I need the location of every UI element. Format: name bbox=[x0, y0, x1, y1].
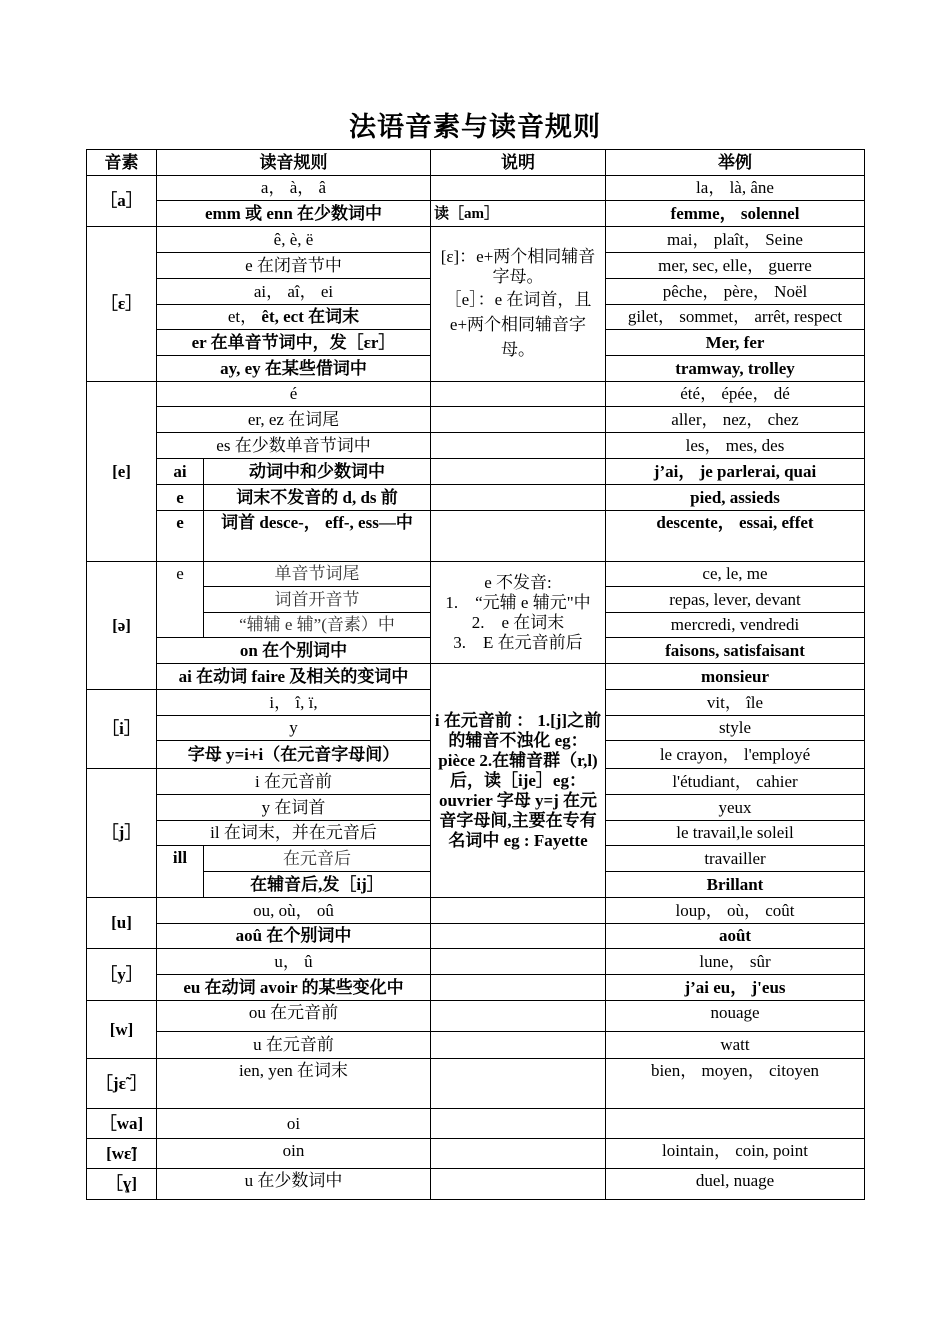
example-cell: pied, assieds bbox=[606, 485, 865, 511]
note-cell bbox=[431, 1001, 606, 1032]
phoneme-cell: [w] bbox=[87, 1001, 157, 1059]
example-cell: août bbox=[606, 924, 865, 949]
example-cell: j’ai eu， j'eus bbox=[606, 975, 865, 1001]
header-example: 举例 bbox=[606, 150, 865, 176]
example-cell: j’ai， je parlerai, quai bbox=[606, 459, 865, 485]
rule-cell: é bbox=[157, 382, 431, 407]
phoneme-cell: ［ɣ] bbox=[87, 1169, 157, 1200]
phoneme-cell: [ə] bbox=[87, 562, 157, 690]
table-row bbox=[87, 1169, 865, 1200]
note-cell bbox=[431, 898, 606, 924]
note-cell: i 在元音前 ： 1.[j]之前的辅音不浊化 eg：pièce 2.在辅音群（r,l)后，读［ije］eg：ouvrier 字母 y=j 在元音字母间,主要在专有名词中 eg : Fayette bbox=[431, 664, 606, 898]
example-cell: le crayon， l'employé bbox=[606, 741, 865, 769]
phoneme-cell: ［jɛ̃ ］ bbox=[87, 1059, 157, 1109]
table-row bbox=[87, 949, 865, 975]
header-row bbox=[87, 150, 865, 176]
table-row bbox=[87, 1109, 865, 1139]
rule-cell: 在元音后 bbox=[204, 846, 431, 872]
note-cell bbox=[431, 485, 606, 511]
example-cell: loup， où， coût bbox=[606, 898, 865, 924]
note-line: 1. “元辅 e 辅元"中 bbox=[445, 592, 591, 612]
table-row bbox=[87, 201, 865, 227]
rule-cell: i 在元音前 bbox=[157, 769, 431, 795]
rule-cell: il 在词末，并在元音后 bbox=[157, 821, 431, 846]
note-cell bbox=[431, 511, 606, 562]
phoneme-cell: ［i］ bbox=[87, 690, 157, 769]
example-cell: lointain， coin, point bbox=[606, 1139, 865, 1169]
table-row bbox=[87, 485, 865, 511]
example-cell: watt bbox=[606, 1032, 865, 1059]
note-cell bbox=[431, 1169, 606, 1200]
rule-cell: “辅辅 e 辅”(音素）中 bbox=[204, 613, 431, 638]
table-row bbox=[87, 1001, 865, 1032]
example-cell: la， là, âne bbox=[606, 176, 865, 201]
note-cell bbox=[431, 227, 606, 382]
rule-cell: er 在单音节词中，发［ɛr］ bbox=[157, 330, 431, 356]
header-note: 说明 bbox=[431, 150, 606, 176]
example-cell: ce, le, me bbox=[606, 562, 865, 587]
rule-cell bbox=[157, 305, 431, 330]
phoneme-cell: ［wa] bbox=[87, 1109, 157, 1139]
rule-cell: ou, où， oû bbox=[157, 898, 431, 924]
rule-cell: er, ez 在词尾 bbox=[157, 407, 431, 433]
rule-cell: 词首 desce-， eff-, ess—中 bbox=[204, 511, 431, 562]
rule-cell: 在辅音后,发［ij］ bbox=[204, 872, 431, 898]
header-phoneme: 音素 bbox=[87, 150, 157, 176]
rule-cell: 词末不发音的 d, ds 前 bbox=[204, 485, 431, 511]
example-cell: mercredi, vendredi bbox=[606, 613, 865, 638]
rule-cell: ou 在元音前 bbox=[157, 1001, 431, 1032]
note-cell bbox=[431, 382, 606, 407]
letter-cell: ill bbox=[157, 846, 204, 898]
rule-cell: u 在元音前 bbox=[157, 1032, 431, 1059]
note-cell bbox=[431, 459, 606, 485]
page-title: 法语音素与读音规则 bbox=[349, 112, 601, 142]
example-cell: Brillant bbox=[606, 872, 865, 898]
rule-cell: y bbox=[157, 716, 431, 741]
letter-cell: e bbox=[157, 511, 204, 562]
note-cell bbox=[431, 407, 606, 433]
note-cell bbox=[431, 1059, 606, 1109]
note-cell bbox=[431, 1109, 606, 1139]
note-cell bbox=[431, 1032, 606, 1059]
table-row bbox=[87, 562, 865, 587]
phoneme-cell: [wɛ̃] bbox=[87, 1139, 157, 1169]
example-cell: yeux bbox=[606, 795, 865, 821]
rule-cell: ai， aî， ei bbox=[157, 279, 431, 305]
example-cell: descente， essai, effet bbox=[606, 511, 865, 562]
rule-cell: 动词中和少数词中 bbox=[204, 459, 431, 485]
table-row bbox=[87, 459, 865, 485]
rule-cell: emm 或 enn 在少数词中 bbox=[157, 201, 431, 227]
example-cell: bien， moyen， citoyen bbox=[606, 1059, 865, 1109]
example-cell: vit， île bbox=[606, 690, 865, 716]
rule-cell: a， à， â bbox=[157, 176, 431, 201]
example-cell: tramway, trolley bbox=[606, 356, 865, 382]
letter-cell: ai bbox=[157, 459, 204, 485]
note-line: 2. e 在词末 bbox=[471, 612, 565, 632]
note-line: [ɛ]：e+两个相同辅音字母。 bbox=[440, 246, 596, 286]
table-row bbox=[87, 382, 865, 407]
note-line: 3. E 在元音前后 bbox=[453, 632, 583, 652]
rule-cell: u 在少数词中 bbox=[157, 1169, 431, 1200]
phoneme-cell: ［ɛ］ bbox=[87, 227, 157, 382]
phoneme-cell: ［y］ bbox=[87, 949, 157, 1001]
phoneme-cell: ［j］ bbox=[87, 769, 157, 898]
note-cell bbox=[431, 949, 606, 975]
rule-cell: i， î, ï, bbox=[157, 690, 431, 716]
table-row bbox=[87, 1059, 865, 1109]
rule-cell: on 在个别词中 bbox=[157, 638, 431, 664]
phoneme-table bbox=[86, 149, 865, 1200]
example-cell: l'étudiant， cahier bbox=[606, 769, 865, 795]
example-cell: lune， sûr bbox=[606, 949, 865, 975]
table-row bbox=[87, 924, 865, 949]
rule-cell: eu 在动词 avoir 的某些变化中 bbox=[157, 975, 431, 1001]
rule-cell: ai 在动词 faire 及相关的变词中 bbox=[157, 664, 431, 690]
note-cell bbox=[431, 176, 606, 201]
note-cell: 读［am］ bbox=[431, 201, 606, 227]
example-cell: le travail,le soleil bbox=[606, 821, 865, 846]
note-line: ［e］：e 在词首，且 e+两个相同辅音字母。 bbox=[444, 289, 592, 359]
example-cell: Mer, fer bbox=[606, 330, 865, 356]
table-row bbox=[87, 1139, 865, 1169]
example-cell: les， mes, des bbox=[606, 433, 865, 459]
letter-cell: e bbox=[157, 485, 204, 511]
example-cell: faisons, satisfaisant bbox=[606, 638, 865, 664]
rule-cell: ay, ey 在某些借词中 bbox=[157, 356, 431, 382]
table-row bbox=[87, 664, 865, 690]
table-row bbox=[87, 511, 865, 562]
example-cell: nouage bbox=[606, 1001, 865, 1032]
rule-cell: u， û bbox=[157, 949, 431, 975]
example-cell: gilet， sommet， arrêt, respect bbox=[606, 305, 865, 330]
phoneme-cell: [u] bbox=[87, 898, 157, 949]
rule-cell: es 在少数单音节词中 bbox=[157, 433, 431, 459]
table-row bbox=[87, 898, 865, 924]
example-cell: style bbox=[606, 716, 865, 741]
rule-cell: oin bbox=[157, 1139, 431, 1169]
rule-cell: y 在词首 bbox=[157, 795, 431, 821]
rule-cell: ê, è, ë bbox=[157, 227, 431, 253]
example-cell: mai， plaît， Seine bbox=[606, 227, 865, 253]
table-row bbox=[87, 1032, 865, 1059]
note-cell bbox=[431, 924, 606, 949]
table-row bbox=[87, 176, 865, 201]
rule-cell: ien, yen 在词末 bbox=[157, 1059, 431, 1109]
note-line: e 不发音: bbox=[484, 572, 552, 592]
header-rule: 读音规则 bbox=[157, 150, 431, 176]
table-row bbox=[87, 407, 865, 433]
note-cell bbox=[431, 975, 606, 1001]
table-row bbox=[87, 227, 865, 253]
note-cell bbox=[431, 1139, 606, 1169]
example-cell: repas, lever, devant bbox=[606, 587, 865, 613]
example-cell: été， épée， dé bbox=[606, 382, 865, 407]
letter-cell: e bbox=[157, 562, 204, 638]
example-cell: mer, sec, elle， guerre bbox=[606, 253, 865, 279]
example-cell: aller， nez， chez bbox=[606, 407, 865, 433]
example-cell: travailler bbox=[606, 846, 865, 872]
rule-cell: oi bbox=[157, 1109, 431, 1139]
rule-cell: e 在闭音节中 bbox=[157, 253, 431, 279]
note-cell bbox=[431, 562, 606, 664]
rule-cell: 单音节词尾 bbox=[204, 562, 431, 587]
note-cell bbox=[431, 433, 606, 459]
phoneme-cell: [e] bbox=[87, 382, 157, 562]
rule-cell: aoû 在个别词中 bbox=[157, 924, 431, 949]
rule-cell: 字母 y=i+i（在元音字母间） bbox=[157, 741, 431, 769]
table-row bbox=[87, 433, 865, 459]
example-cell: femme， solennel bbox=[606, 201, 865, 227]
example-cell: monsieur bbox=[606, 664, 865, 690]
rule-text: et， bbox=[227, 307, 258, 326]
rule-cell: 词首开音节 bbox=[204, 587, 431, 613]
example-cell: duel, nuage bbox=[606, 1169, 865, 1200]
phoneme-cell: ［a］ bbox=[87, 176, 157, 227]
table-row bbox=[87, 975, 865, 1001]
example-cell bbox=[606, 1109, 865, 1139]
example-cell: pêche， père， Noël bbox=[606, 279, 865, 305]
rule-text: êt, ect 在词末 bbox=[261, 307, 360, 326]
